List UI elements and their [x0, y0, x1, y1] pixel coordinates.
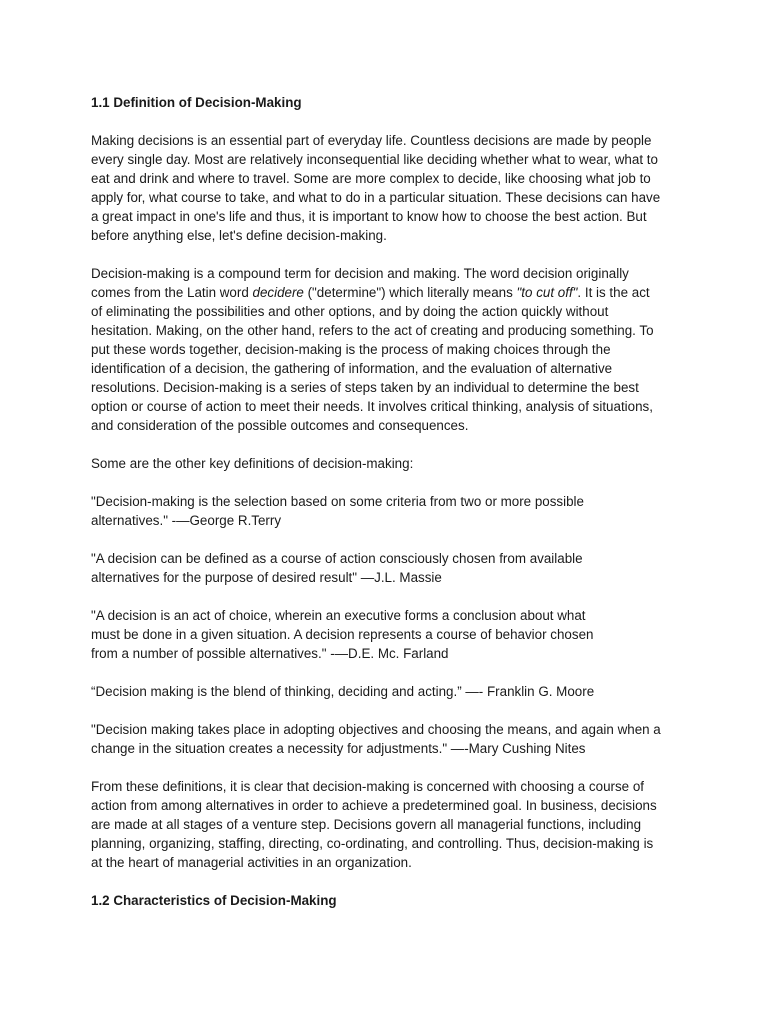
section-heading-characteristics: 1.2 Characteristics of Decision-Making [91, 893, 337, 908]
text-line: "Decision-making is the selection based on some criteria from two or more possible [91, 494, 584, 509]
paragraph-intro [91, 131, 691, 245]
text-line: "Decision making takes place in adopting objectives and choosing the means, and again when a [91, 722, 661, 737]
text-line: option or course of action to meet their needs. It involves critical thinking, analysis of situations, [91, 399, 653, 414]
text-line: hesitation. Making, on the other hand, refers to the act of creating and producing something. To [91, 323, 654, 338]
text-line: must be done in a given situation. A decision represents a course of behavior chosen [91, 627, 594, 642]
text-line: every single day. Most are relatively inconsequential like deciding whether what to wear, what to [91, 152, 658, 167]
text-line: From these definitions, it is clear that decision-making is concerned with choosing a course of [91, 779, 645, 794]
document-page [91, 93, 691, 910]
text-line: before anything else, let's define decision-making. [91, 228, 387, 243]
text-line: of eliminating the possibilities and other options, and by doing the action quickly without [91, 304, 609, 319]
paragraph-conclusion [91, 777, 691, 872]
text-line: and consideration of the possible outcomes and consequences. [91, 418, 469, 433]
section-heading-definition: 1.1 Definition of Decision-Making [91, 95, 302, 110]
text-line: alternatives." -—George R.Terry [91, 513, 282, 528]
text-line: at the heart of managerial activities in an organization. [91, 855, 412, 870]
quote-farland [91, 606, 691, 663]
text-line: are made at all stages of a venture step. Decisions govern all managerial functions, including [91, 817, 642, 832]
text-line: Making decisions is an essential part of everyday life. Countless decisions are made by people [91, 133, 652, 148]
text-line: apply for, what course to take, and what to do in a particular situation. These decisions can have [91, 190, 661, 205]
paragraph-etymology [91, 264, 691, 435]
text-line: identification of a decision, the gathering of information, and the evaluation of alternative [91, 361, 613, 376]
quote-terry [91, 492, 691, 530]
quote-massie [91, 549, 691, 587]
meaning-emphasis: "to cut off" [516, 285, 578, 300]
text-line: resolutions. Decision-making is a series of steps taken by an individual to determine the best [91, 380, 639, 395]
text-run: . It is the act [577, 285, 650, 300]
text-line: "A decision can be defined as a course of action consciously chosen from available [91, 551, 583, 566]
text-run: ("determine") which literally means [303, 285, 517, 300]
text-line: Some are the other key definitions of decision-making: [91, 456, 414, 471]
text-line: change in the situation creates a necessity for adjustments." —-Mary Cushing Nites [91, 741, 586, 756]
text-line: eat and drink and where to travel. Some are more complex to decide, like choosing what job to [91, 171, 651, 186]
text-line: “Decision making is the blend of thinking, deciding and acting.” —- Franklin G. Moore [91, 684, 595, 699]
text-line [91, 283, 691, 302]
text-run: comes from the Latin word [91, 285, 253, 300]
text-line: alternatives for the purpose of desired result" —J.L. Massie [91, 570, 442, 585]
quote-moore [91, 682, 691, 701]
text-line: put these words together, decision-making is the process of making choices through the [91, 342, 611, 357]
paragraph-key-definitions-intro [91, 454, 691, 473]
text-line: action from among alternatives in order to achieve a predetermined goal. In business, decisions [91, 798, 657, 813]
text-line: Decision-making is a compound term for decision and making. The word decision originally [91, 266, 629, 281]
text-line: from a number of possible alternatives." -—D.E. Mc. Farland [91, 646, 449, 661]
quote-nites [91, 720, 691, 758]
text-line: planning, organizing, staffing, directing, co-ordinating, and controlling. Thus, decision-making is [91, 836, 654, 851]
text-line: "A decision is an act of choice, wherein an executive forms a conclusion about what [91, 608, 586, 623]
latin-word-emphasis: decidere [252, 285, 304, 300]
text-line: a great impact in one's life and thus, it is important to know how to choose the best action. But [91, 209, 647, 224]
